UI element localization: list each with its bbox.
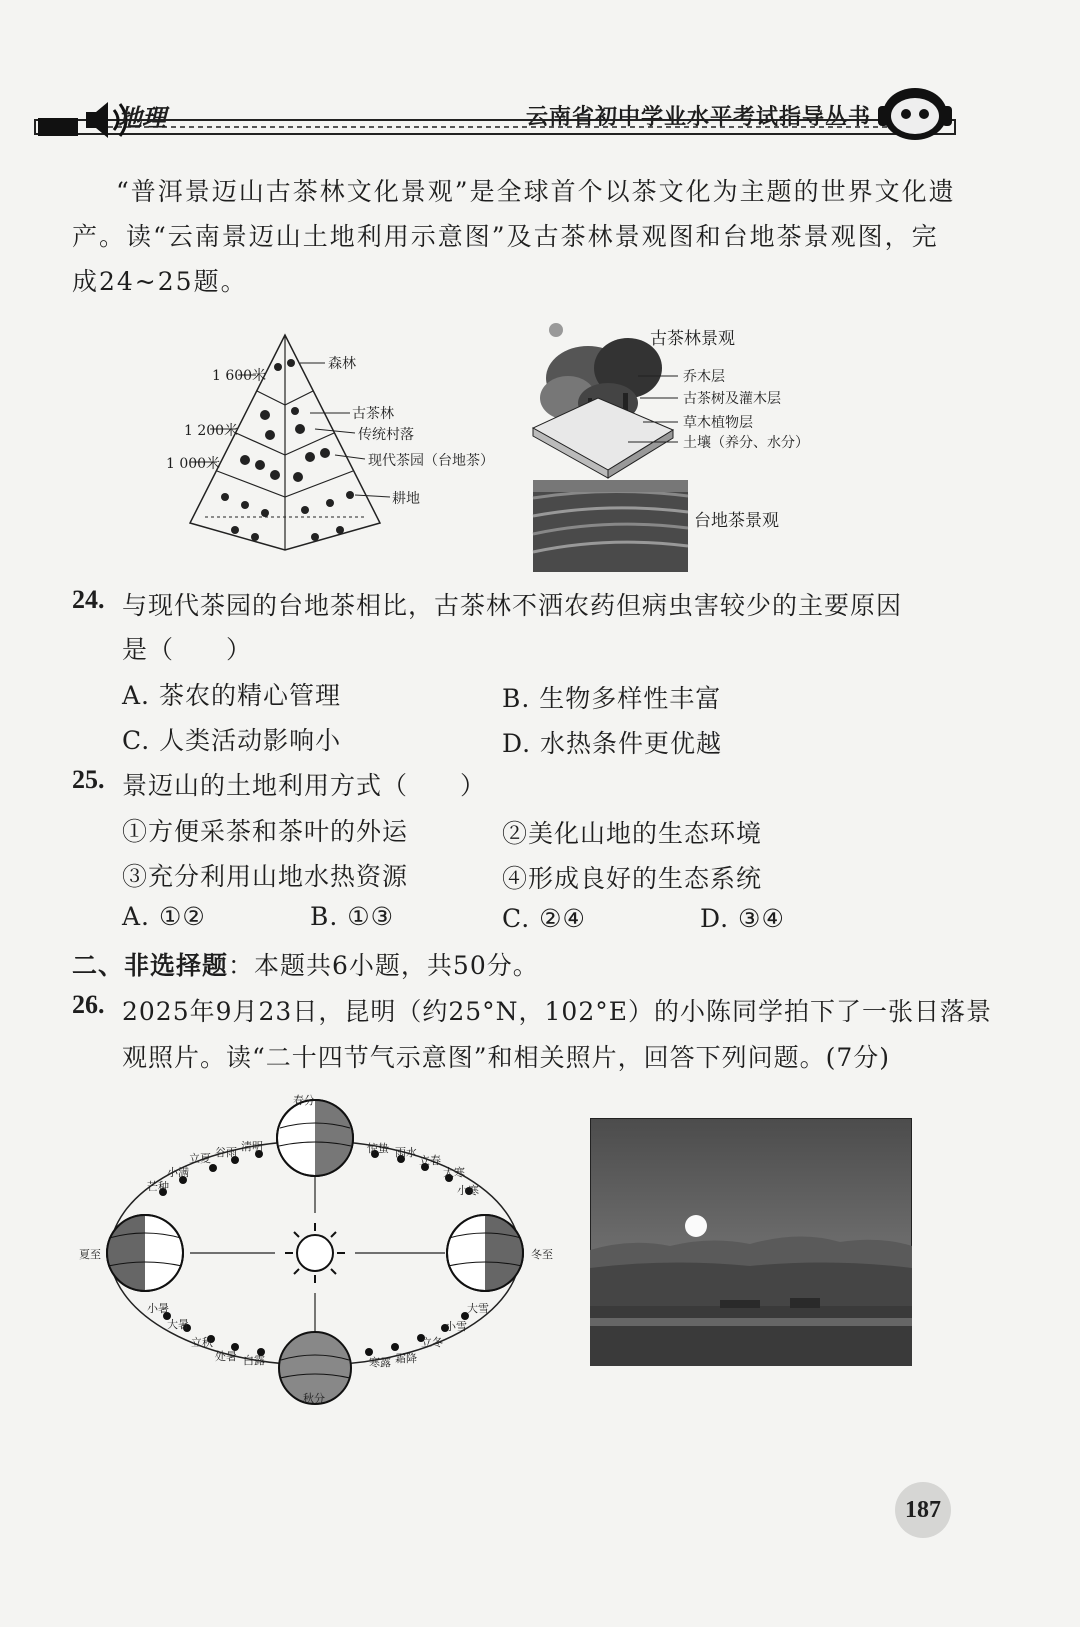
tea-landscape-figure: [528, 318, 848, 576]
tea-forest-title: 古茶林景观: [650, 329, 735, 349]
term-chunfen: 春分: [293, 1094, 315, 1107]
q24-option-a[interactable]: A. 茶农的精心管理: [122, 681, 341, 710]
term-lichun: 立春: [419, 1154, 441, 1167]
shrub-layer-label: 古茶树及灌木层: [683, 391, 781, 407]
q25-statement-4: ④形成良好的生态系统: [502, 864, 763, 893]
term-bailu: 白露: [243, 1354, 265, 1367]
section-2-title: 二、非选择题: [72, 951, 229, 980]
q25-option-d[interactable]: D. ③④: [700, 904, 785, 933]
term-dahan: 大寒: [443, 1166, 465, 1179]
elevation-1000-label: 1 000米: [166, 456, 221, 472]
herb-layer-label: 草木植物层: [683, 415, 753, 431]
section-2-heading: [72, 946, 539, 982]
sunset-photo: [590, 1118, 912, 1366]
land-use-diagram: [160, 325, 520, 560]
ancient-tea-label: 古茶林: [352, 406, 394, 422]
elevation-1600-label: 1 600米: [212, 368, 267, 384]
term-dashu: 大暑: [167, 1318, 189, 1331]
header-series-title: 云南省初中学业水平考试指导丛书: [526, 105, 872, 130]
village-label: 传统村落: [358, 427, 414, 443]
term-qingming: 清明: [241, 1140, 263, 1153]
term-hanlu: 寒露: [369, 1356, 391, 1369]
q25-option-b[interactable]: B. ①③: [310, 902, 395, 931]
term-yushui: 雨水: [395, 1146, 417, 1159]
question-26-line-1: 2025年9月23日，昆明（约25°N，102°E）的小陈同学拍下了一张日落景: [122, 997, 992, 1026]
term-chushu: 处暑: [215, 1350, 237, 1363]
term-shuangjiang: 霜降: [395, 1352, 417, 1365]
term-xiaoxue: 小雪: [445, 1320, 467, 1333]
intro-line-3: 成24~25题。: [72, 267, 248, 296]
forest-label: 森林: [328, 356, 356, 372]
question-24-stem-2: 是（ ）: [122, 635, 253, 664]
term-xiaoman: 小满: [167, 1166, 189, 1179]
q25-option-a[interactable]: A. ①②: [122, 902, 206, 931]
question-24-number: 24.: [72, 585, 105, 614]
term-liqiu: 立秋: [191, 1336, 213, 1349]
solar-terms-diagram: [75, 1088, 570, 1408]
q25-statement-1: ①方便采茶和茶叶的外运: [122, 817, 409, 846]
modern-tea-label: 现代茶园（台地茶）: [368, 453, 494, 469]
intro-line-2: 产。读“云南景迈山土地利用示意图”及古茶林景观图和台地茶景观图，完: [72, 222, 939, 251]
term-qiufen: 秋分: [303, 1392, 325, 1405]
q25-statement-3: ③充分利用山地水热资源: [122, 862, 409, 891]
mascot-icon: [870, 82, 960, 142]
q24-option-c[interactable]: C. 人类活动影响小: [122, 726, 342, 755]
question-25-stem: 景迈山的土地利用方式（ ）: [122, 771, 487, 800]
question-26-number: 26.: [72, 990, 105, 1019]
question-25-number: 25.: [72, 765, 105, 794]
orbit-graphic: [75, 1088, 570, 1408]
q24-option-b[interactable]: B. 生物多样性丰富: [502, 684, 722, 713]
header-subject: 地理: [118, 104, 166, 132]
term-dongzhi: 冬至: [531, 1248, 553, 1261]
page-header: [30, 80, 1030, 150]
page-number: 187: [895, 1482, 951, 1538]
q25-option-c[interactable]: C. ②④: [502, 904, 586, 933]
q24-option-d[interactable]: D. 水热条件更优越: [502, 729, 723, 758]
term-lidong: 立冬: [421, 1336, 443, 1349]
question-24-stem-1: 与现代茶园的台地茶相比，古茶林不洒农药但病虫害较少的主要原因: [122, 591, 903, 620]
term-xiaohan: 小寒: [457, 1184, 479, 1197]
term-jingzhe: 惊蛰: [367, 1142, 389, 1155]
intro-line-1: “普洱景迈山古茶林文化景观”是全球首个以茶文化为主题的世界文化遗: [116, 177, 956, 206]
term-lixia: 立夏: [189, 1152, 211, 1165]
tree-layer-label: 乔木层: [683, 369, 725, 385]
q25-statement-2: ②美化山地的生态环境: [502, 819, 763, 848]
elevation-1200-label: 1 200米: [184, 423, 239, 439]
term-mangzhong: 芒种: [147, 1180, 169, 1193]
term-xiazhi: 夏至: [79, 1248, 101, 1261]
section-2-desc: ：本题共6小题，共50分。: [228, 951, 539, 980]
terrace-tea-title: 台地茶景观: [694, 511, 779, 531]
soil-label: 土壤（养分、水分）: [683, 435, 809, 451]
term-xiaoshu: 小暑: [147, 1302, 169, 1315]
term-daxue: 大雪: [467, 1302, 489, 1315]
farmland-label: 耕地: [392, 491, 420, 507]
question-26-line-2: 观照片。读“二十四节气示意图”和相关照片，回答下列问题。(7分): [122, 1043, 890, 1072]
term-guyu: 谷雨: [215, 1146, 237, 1159]
